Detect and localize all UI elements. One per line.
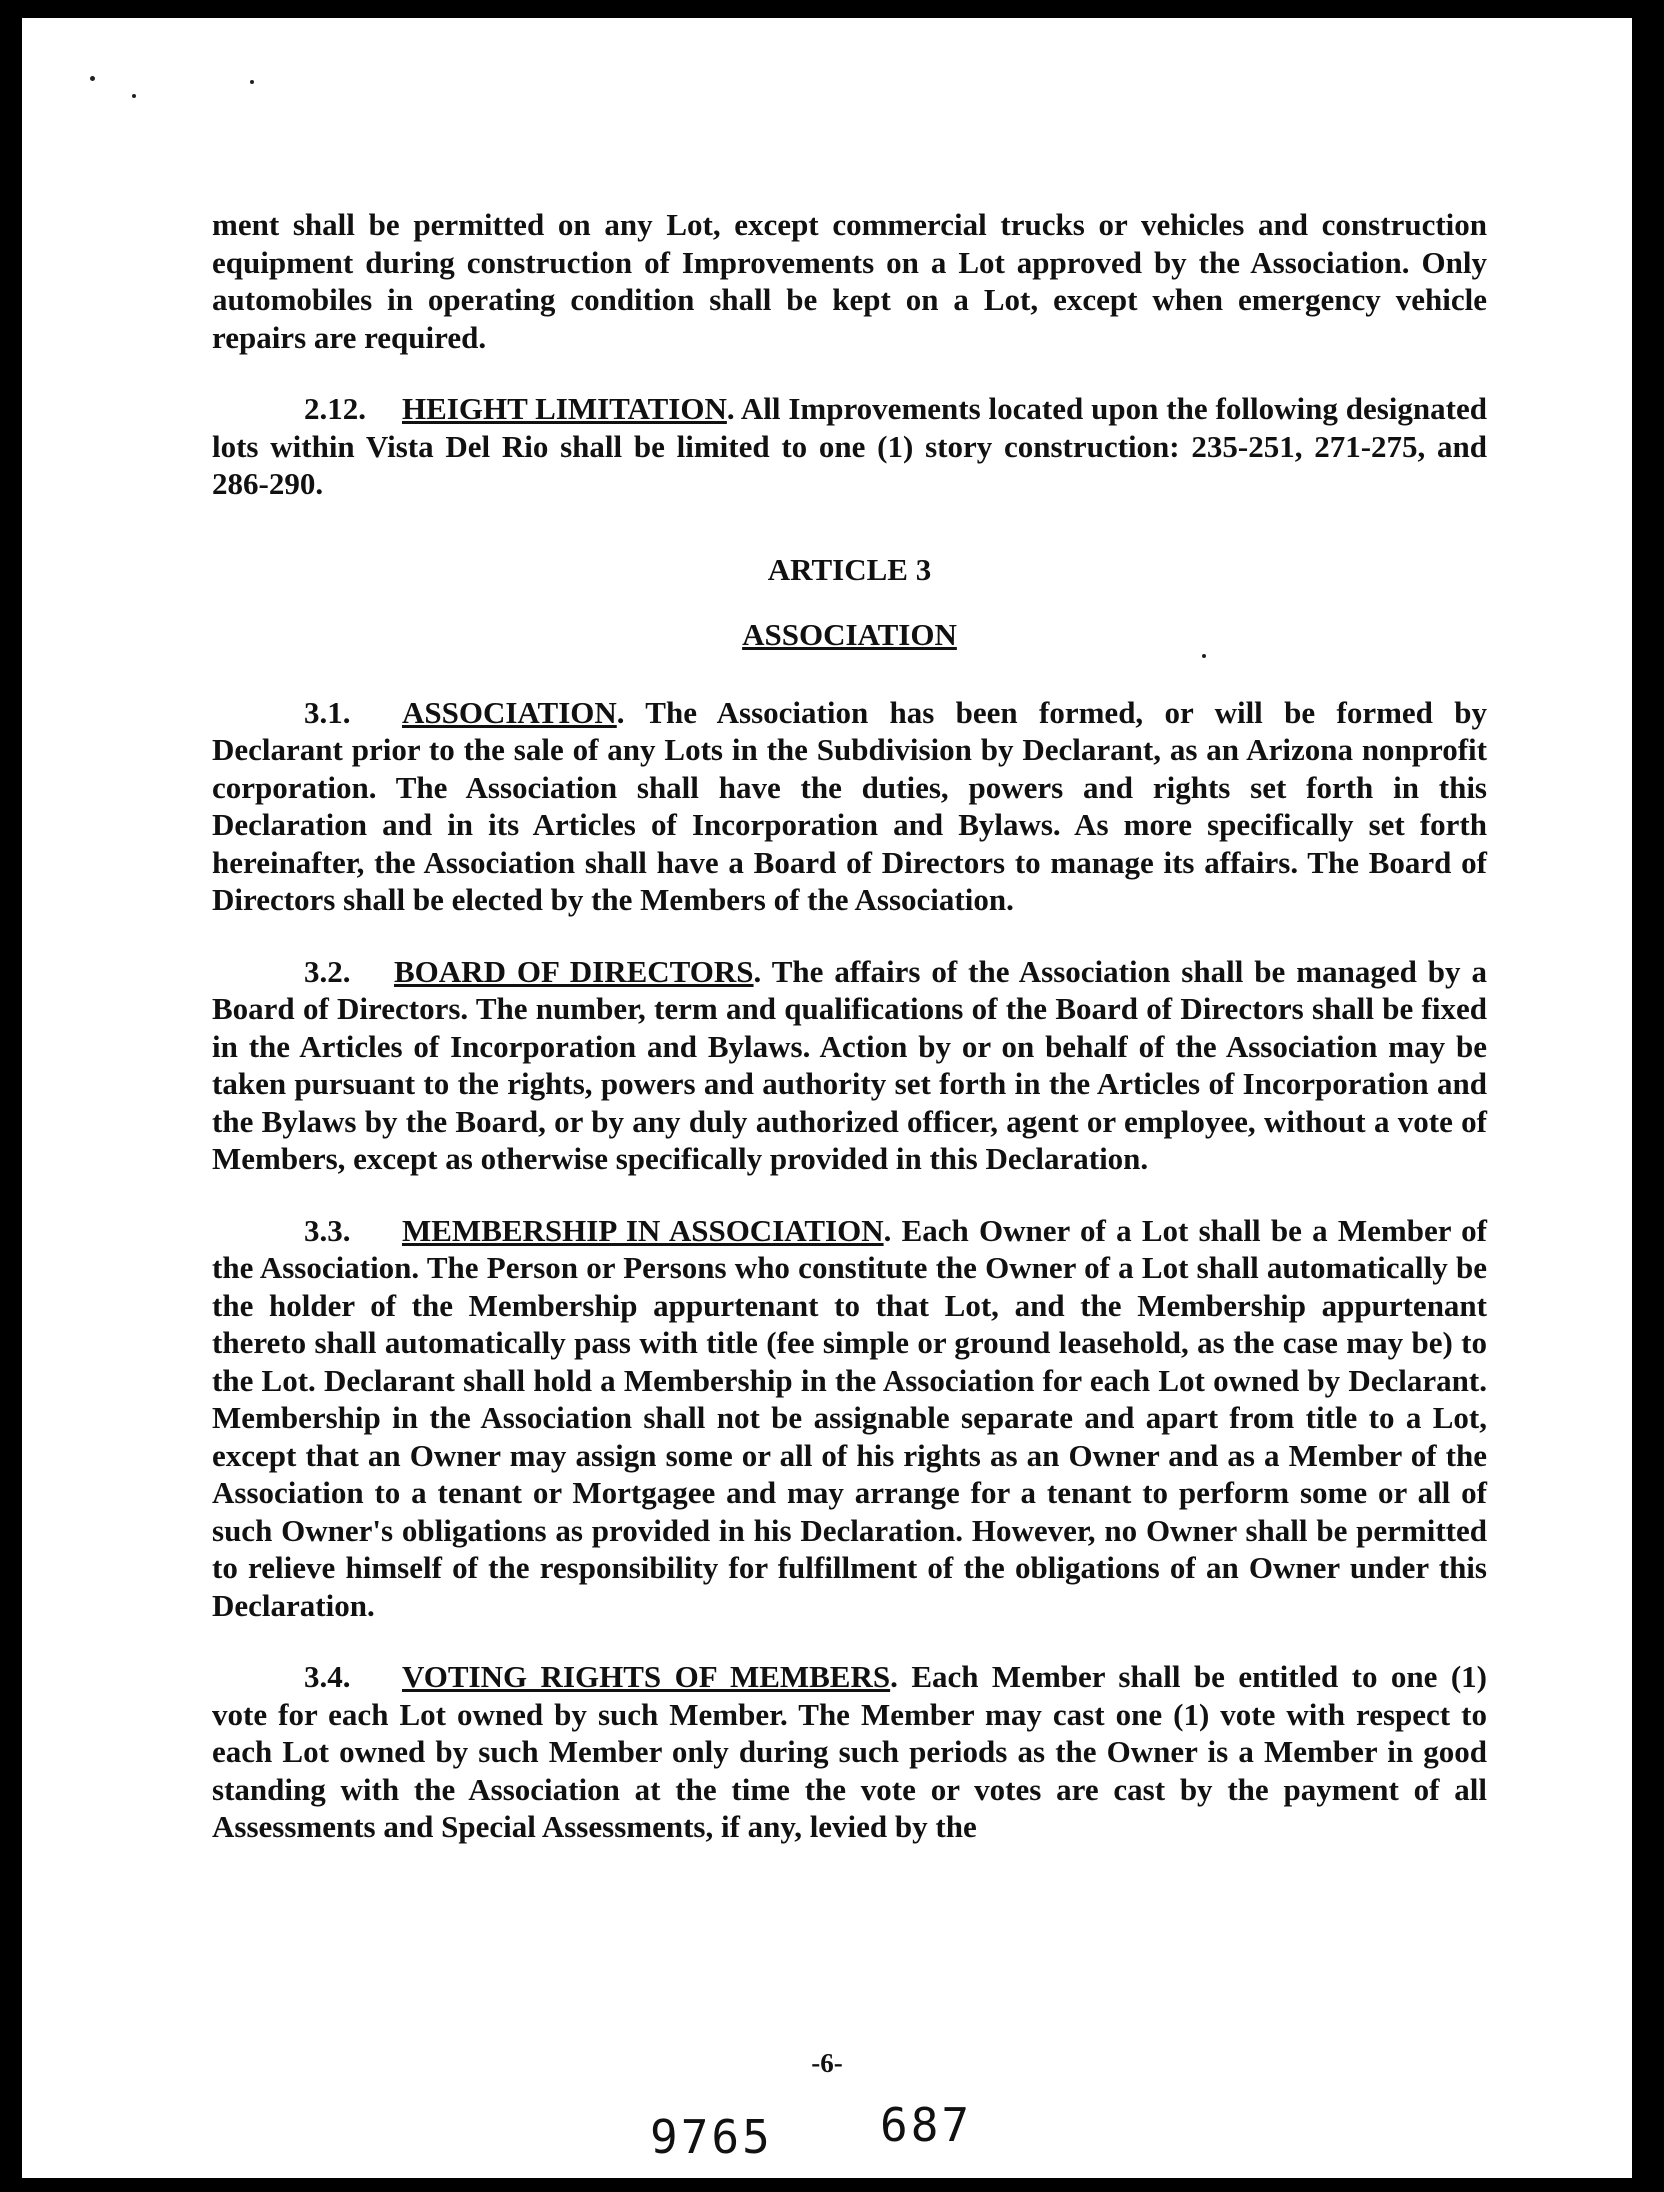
section-3-1 — [212, 694, 1487, 919]
section-number: 3.4. — [304, 1659, 351, 1694]
section-2-12 — [212, 390, 1487, 503]
section-text: . Each Member shall be entitled to one (1) vote for each Lot owned by such Member. The Member may cast one (1) vote with respect to each Lot owned by such Member only during such periods as the Owner is a Member in good standing with the Association at the time the vote or votes are cast by the payment of all Assessments and Special Assessments, if any, levied by the — [212, 1659, 1487, 1844]
document-body — [212, 206, 1487, 1880]
section-heading: HEIGHT LIMITATION — [402, 391, 727, 426]
section-3-3 — [212, 1212, 1487, 1625]
section-heading: VOTING RIGHTS OF MEMBERS — [402, 1659, 891, 1694]
continuation-text: ment shall be permitted on any Lot, except commercial trucks or vehicles and construction equipment during construction of Improvements on a Lot approved by the Association. Only automobiles in operating condition shall be kept on a Lot, except when emergency vehicle repairs are required. — [212, 207, 1487, 355]
scan-speck — [250, 80, 254, 84]
recording-stamp-page: 687 — [880, 2098, 973, 2152]
section-text: . The Association has been formed, or will be formed by Declarant prior to the sale of any Lots in the Subdivision by Declarant, as an Arizona nonprofit corporation. The Association shall have the duties, powers and rights set forth in this Declaration and in its Articles of Incorporation and Bylaws. As more specifically set forth hereinafter, the Association shall have a Board of Directors to manage its affairs. The Board of Directors shall be elected by the Members of the Association. — [212, 694, 1487, 917]
section-heading: BOARD OF DIRECTORS — [394, 953, 754, 989]
page-number: -6- — [811, 2048, 843, 2078]
section-number: 3.2. — [304, 953, 351, 989]
article-title: ARTICLE 3 — [767, 551, 932, 587]
document-page — [22, 18, 1632, 2178]
section-text: . The affairs of the Association shall be managed by a Board of Directors. The number, term and qualifications of the Board of Directors shall be fixed in the Articles of Incorporation and Bylaws. Action by or on behalf of the Association may be taken pursuant to the rights, powers and authority set forth in the Articles of Incorporation and the Bylaws by the Board, or by any duly authorized officer, agent or employee, without a vote of Members, except as otherwise specifically provided in this Declaration. — [212, 953, 1487, 1176]
section-number: 2.12. — [304, 391, 366, 426]
article-name: ASSOCIATION — [742, 617, 957, 652]
scan-speck — [132, 94, 136, 98]
scan-speck — [90, 76, 95, 81]
recording-stamp-book: 9765 — [650, 2110, 773, 2164]
section-text: . Each Owner of a Lot shall be a Member of the Association. The Person or Persons who constitute the Owner of a Lot shall automatically be the holder of the Membership appurtenant to that Lot, and the Membership appurtenant thereto shall automatically pass with title (fee simple or ground leasehold, as the case may be) to the Lot. Declarant shall hold a Membership in the Association for each Lot owned by Declarant. Membership in the Association shall not be assignable separate and apart from title to a Lot, except that an Owner may assign some or all of his rights as an Owner and as a Member of the Association to a tenant or Mortgagee and may arrange for a tenant to perform some or all of such Owner's obligations as provided in his Declaration. However, no Owner shall be permitted to relieve himself of the responsibility for fulfillment of the obligations of an Owner under this Declaration. — [212, 1212, 1487, 1623]
section-3-4 — [212, 1658, 1487, 1846]
section-heading: MEMBERSHIP IN ASSOCIATION — [402, 1212, 884, 1248]
section-number: 3.1. — [304, 694, 351, 730]
section-heading: ASSOCIATION — [402, 694, 617, 730]
section-3-2 — [212, 953, 1487, 1178]
section-number: 3.3. — [304, 1212, 351, 1248]
continuation-paragraph — [212, 206, 1487, 356]
section-text: . All Improvements located upon the following designated lots within Vista Del Rio shall be limited to one (1) story construction: 235-251, 271-275, and 286-290. — [212, 391, 1487, 501]
